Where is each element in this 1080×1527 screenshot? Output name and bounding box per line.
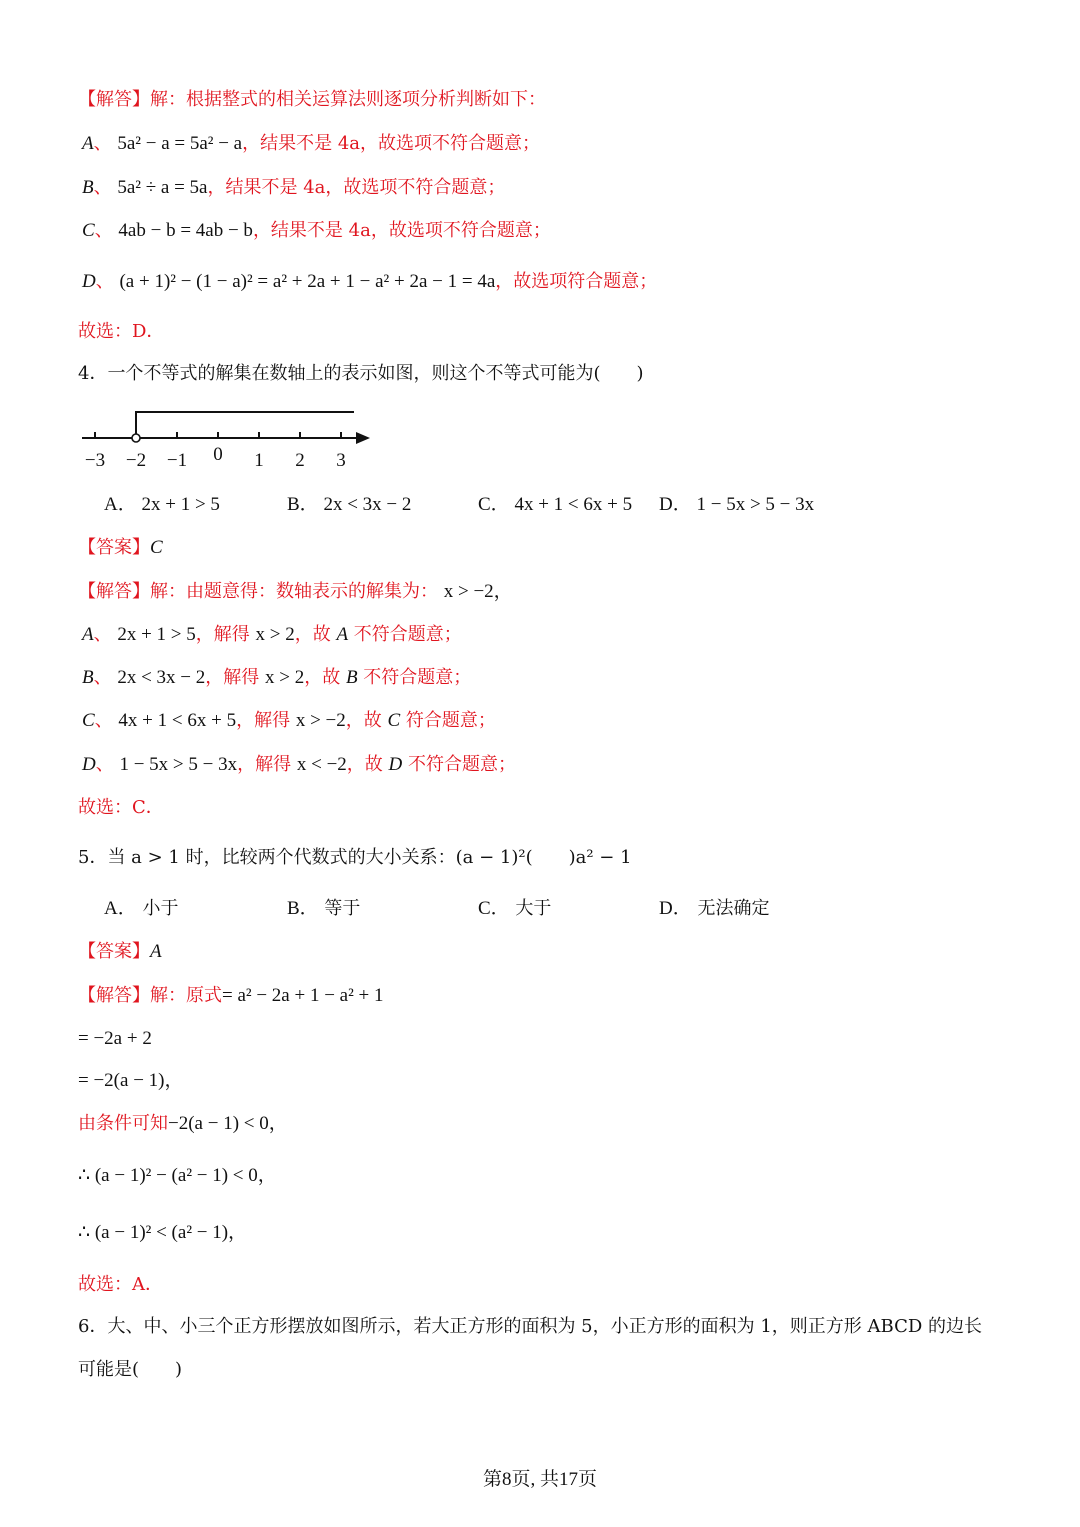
item-text: ，解得 (205, 667, 266, 688)
q6-stem-line2: 可能是( ) (78, 1359, 183, 1380)
option-text: 无法确定 (697, 898, 770, 919)
item-result: x > −2 (295, 710, 346, 731)
item-result: x > 2 (255, 624, 295, 645)
item-text: ，故 (346, 754, 389, 775)
q5-condition (78, 1112, 288, 1136)
option-text: 等于 (324, 898, 361, 919)
item-text: ，解得 (236, 710, 296, 731)
item-text: ，故 (294, 624, 337, 645)
item-sep: 、 (95, 754, 114, 775)
q4-option-d[interactable] (659, 493, 814, 517)
q3-item-d (82, 270, 657, 294)
item-sep: 、 (95, 271, 114, 292)
q3-choice: 故选：D． (78, 321, 165, 342)
item-comment: ，结果不是 4a，故选项不符合题意； (252, 220, 551, 241)
q4-choice: 故选：C． (78, 797, 164, 818)
q5-choice: 故选：A． (78, 1274, 163, 1295)
q3-item-c (82, 219, 551, 243)
item-expr: 2x + 1 > 5 (117, 624, 196, 645)
q5-solution-header (78, 984, 384, 1008)
solution-intro: 解：根据整式的相关运算法则逐项分析判断如下： (150, 89, 546, 110)
q4-item-c (82, 709, 496, 733)
q5-step-1: = −2a + 2 (78, 1028, 152, 1049)
q4-item-a (82, 623, 462, 647)
item-text: 不符合题意； (357, 667, 472, 688)
item-sep: 、 (94, 220, 113, 241)
condition-expr: −2(a − 1) < 0， (168, 1113, 288, 1134)
solution-intro: 解：由题意得：数轴表示的解集为： (150, 581, 438, 602)
solution-intro: 解：原式 (150, 985, 222, 1006)
q4-item-d (82, 753, 516, 777)
option-letter: C． (478, 898, 510, 919)
item-label: A (82, 133, 94, 154)
answer-value: C (150, 537, 163, 558)
item-label: A (82, 624, 94, 645)
item-label: D (82, 754, 96, 775)
condition-text: 由条件可知 (78, 1113, 168, 1134)
q4-answer (78, 536, 163, 560)
item-expr: (a + 1)² − (1 − a)² = a² + 2a + 1 − a² + 2a − 1 = 4a (119, 271, 496, 292)
option-letter: B． (287, 898, 319, 919)
q3-solution-header (78, 88, 546, 112)
axis-tick-label: −2 (125, 450, 147, 471)
item-sep: 、 (93, 667, 112, 688)
item-expr: 5a² − a = 5a² − a (117, 133, 243, 154)
solution-label: 【解答】 (78, 89, 150, 110)
solution-intro-expr: x > −2， (443, 581, 513, 602)
q5-therefore-2: ∴ (a − 1)² < (a² − 1)， (78, 1222, 248, 1243)
item-label: B (82, 667, 94, 688)
item-expr: 1 − 5x > 5 − 3x (119, 754, 238, 775)
q4-item-b (82, 666, 471, 690)
item-expr: 5a² ÷ a = 5a (117, 177, 208, 198)
q5-option-d[interactable] (659, 897, 769, 921)
option-text: 大于 (515, 898, 552, 919)
axis-tick-label: 3 (336, 450, 346, 471)
item-result: x < −2 (296, 754, 347, 775)
q5-therefore-1: ∴ (a − 1)² − (a² − 1) < 0， (78, 1165, 277, 1186)
option-letter: A． (104, 898, 137, 919)
option-letter: C． (478, 494, 510, 515)
option-text: 2x < 3x − 2 (323, 494, 412, 515)
item-result: x > 2 (265, 667, 305, 688)
item-label: C (82, 220, 95, 241)
axis-tick-label: 1 (254, 450, 264, 471)
option-letter: D． (659, 494, 692, 515)
option-letter: A． (104, 494, 137, 515)
item-label: C (82, 710, 95, 731)
item-comment: ，结果不是 4a，故选项不符合题意； (242, 133, 541, 154)
item-expr: 2x < 3x − 2 (117, 667, 206, 688)
q3-item-b (82, 176, 505, 200)
q4-stem: 4．一个不等式的解集在数轴上的表示如图，则这个不等式可能为( ) (78, 363, 644, 384)
item-text: 符合题意； (400, 710, 496, 731)
item-sep: 、 (93, 177, 112, 198)
item-text: ，故 (304, 667, 346, 688)
q5-answer (78, 940, 162, 964)
item-text: ，解得 (237, 754, 297, 775)
solution-label: 【解答】 (78, 985, 150, 1006)
item-label: B (82, 177, 94, 198)
axis-tick-label: −3 (84, 450, 106, 471)
q4-option-c[interactable] (478, 493, 632, 517)
q3-item-a (82, 132, 540, 156)
q4-option-b[interactable] (287, 493, 411, 517)
option-text: 小于 (142, 898, 179, 919)
item-sep: 、 (93, 133, 112, 154)
q5-option-a[interactable] (104, 897, 178, 921)
item-text: 不符合题意； (402, 754, 516, 775)
item-text: 不符合题意； (348, 624, 462, 645)
solution-label: 【解答】 (78, 581, 150, 602)
q4-option-a[interactable] (104, 493, 220, 517)
item-ref: D (388, 754, 403, 775)
axis-tick-label: −1 (166, 450, 188, 471)
solution-expr: = a² − 2a + 1 − a² + 1 (222, 985, 384, 1006)
item-comment: ，故选项符合题意； (495, 271, 658, 292)
item-sep: 、 (94, 710, 113, 731)
q5-option-c[interactable] (478, 897, 551, 921)
answer-label: 【答案】 (78, 537, 150, 558)
q5-step-2: = −2(a − 1)， (78, 1070, 184, 1091)
option-text: 1 − 5x > 5 − 3x (696, 494, 815, 515)
item-ref: C (387, 710, 401, 731)
q6-stem-line1: 6．大、中、小三个正方形摆放如图所示，若大正方形的面积为 5，小正方形的面积为 1，则正方形 ABCD 的边长 (78, 1316, 983, 1337)
item-comment: ，结果不是 4a，故选项不符合题意； (207, 177, 506, 198)
axis-arrow-icon (356, 432, 370, 444)
answer-value: A (150, 941, 162, 962)
q5-option-b[interactable] (287, 897, 360, 921)
item-expr: 4ab − b = 4ab − b (118, 220, 253, 241)
option-text: 2x + 1 > 5 (141, 494, 220, 515)
option-text: 4x + 1 < 6x + 5 (514, 494, 633, 515)
item-expr: 4x + 1 < 6x + 5 (118, 710, 237, 731)
option-letter: B． (287, 494, 319, 515)
page-footer: 第8页, 共17页 (482, 1469, 597, 1490)
item-ref: B (345, 667, 358, 688)
axis-tick-label: 2 (295, 450, 305, 471)
item-text: ，解得 (195, 624, 256, 645)
option-letter: D． (659, 898, 692, 919)
axis-tick-label: 0 (213, 444, 223, 465)
q4-solution-header (78, 580, 513, 604)
open-circle-point (132, 434, 140, 442)
answer-label: 【答案】 (78, 941, 150, 962)
item-sep: 、 (93, 624, 112, 645)
item-ref: A (336, 624, 349, 645)
item-text: ，故 (345, 710, 388, 731)
q5-stem: 5．当 a > 1 时，比较两个代数式的大小关系：(a − 1)²( )a² − 1 (78, 847, 632, 868)
item-label: D (82, 271, 96, 292)
